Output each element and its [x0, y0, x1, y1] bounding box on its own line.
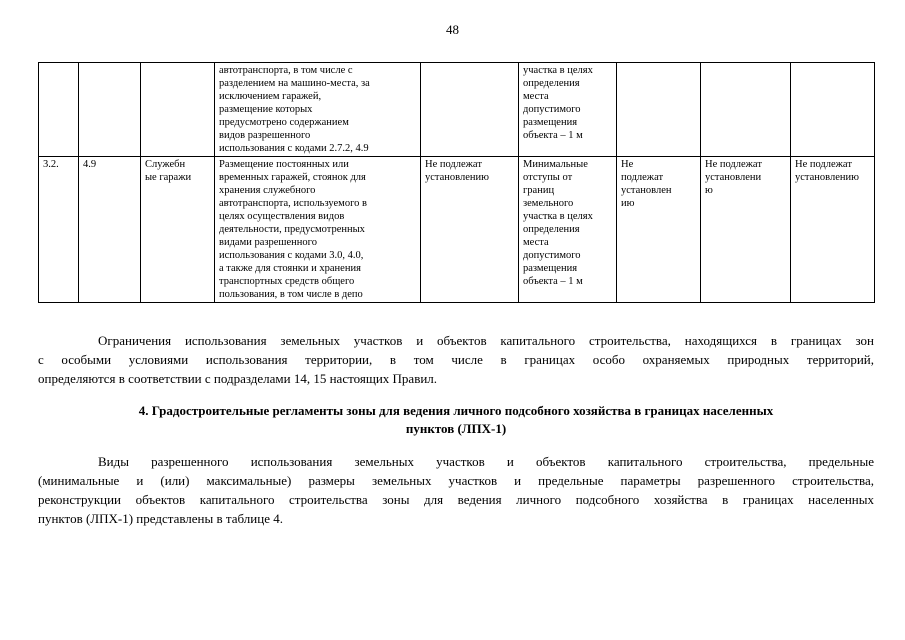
cell-text-line: видами разрешенного	[219, 237, 317, 248]
cell-text-line: Не	[621, 159, 634, 170]
cell-text-line: использования с кодами 3.0, 4.0,	[219, 250, 364, 261]
table-cell	[141, 157, 215, 303]
table-cell	[39, 63, 79, 157]
cell-text-line: Служебн	[145, 159, 186, 170]
cell-text-line: Минимальные	[523, 159, 588, 170]
table-cell	[39, 157, 79, 303]
heading-line-2: пунктов (ЛПХ-1)	[405, 421, 507, 436]
cell-text-line: определения	[523, 224, 580, 235]
cell-text-line: участка в целях	[523, 211, 593, 222]
table-cell	[519, 157, 617, 303]
table-row	[39, 63, 875, 157]
cell-text-line: деятельности, предусмотренных	[219, 224, 365, 235]
cell-text-line: размещение которых	[219, 104, 313, 115]
cell-text-line: целях осуществления видов	[219, 211, 345, 222]
cell-text-line: автотранспорта, используемого в	[219, 198, 367, 209]
cell-text-line: ию	[621, 198, 635, 209]
cell-text-line: размещения	[523, 117, 578, 128]
cell-text-line: установлен	[621, 185, 672, 196]
section-heading	[38, 402, 874, 438]
cell-text-line: использования с кодами 2.7.2, 4.9	[219, 143, 369, 154]
table-cell	[791, 157, 875, 303]
cell-text-line: установлени	[705, 172, 762, 183]
table-body	[39, 63, 875, 303]
table-cell	[791, 63, 875, 157]
paragraph-line: (минимальные и (или) максимальные) размеры земельных участков и предельные параметры разрешенного строительства,	[38, 473, 874, 488]
cell-text-line: подлежат	[621, 172, 664, 183]
cell-text-line: ю	[705, 185, 713, 196]
cell-text-line: допустимого	[523, 250, 581, 261]
cell-text-line: земельного	[523, 198, 574, 209]
table-cell	[215, 63, 421, 157]
cell-text-line: места	[523, 91, 549, 102]
paragraph-line: с особыми условиями использования территории, в том числе в границах особо охраняемых природных территорий,	[38, 352, 874, 367]
cell-text-line: Не подлежат	[425, 159, 482, 170]
table-cell	[701, 157, 791, 303]
cell-text-line: 4.9	[83, 159, 97, 170]
cell-text-line: Размещение постоянных или	[219, 159, 349, 170]
cell-text-line: объекта – 1 м	[523, 276, 583, 287]
cell-text-line: транспортных средств общего	[219, 276, 355, 287]
paragraph-line: определяются в соответствии с подразделами 14, 15 настоящих Правил.	[38, 371, 438, 386]
heading-line-1: 4. Градостроительные регламенты зоны для ведения личного подсобного хозяйства в границах населенных	[138, 403, 774, 418]
cell-text-line	[621, 64, 696, 77]
paragraph-line: пунктов (ЛПХ-1) представлены в таблице 4.	[38, 511, 283, 526]
cell-text-line: автотранспорта, в том числе с	[219, 65, 353, 76]
cell-text-line	[795, 64, 870, 77]
cell-text-line: объекта – 1 м	[523, 130, 583, 141]
page-number: 48	[446, 22, 459, 37]
cell-text-line: а также для стоянки и хранения	[219, 263, 361, 274]
table-cell	[215, 157, 421, 303]
cell-text-line: исключением гаражей,	[219, 91, 322, 102]
paragraph-line: Виды разрешенного использования земельных участков и объектов капитального строительства, предельные	[98, 454, 874, 469]
cell-text-line: границ	[523, 185, 555, 196]
cell-text-line: хранения служебного	[219, 185, 316, 196]
table-cell	[519, 63, 617, 157]
permitted-use-paragraph	[38, 452, 874, 528]
cell-text-line	[425, 64, 514, 77]
cell-text-line: 3.2.	[43, 159, 59, 170]
cell-text-line: временных гаражей, стоянок для	[219, 172, 366, 183]
cell-text-line: Не подлежат	[795, 159, 852, 170]
cell-text-line: Не подлежат	[705, 159, 762, 170]
cell-text-line: установлению	[425, 172, 489, 183]
cell-text-line: предусмотрено содержанием	[219, 117, 349, 128]
cell-text-line: разделением на машино-места, за	[219, 78, 370, 89]
table-row	[39, 157, 875, 303]
cell-text-line	[145, 64, 210, 77]
cell-text-line: видов разрешенного	[219, 130, 311, 141]
table-cell	[701, 63, 791, 157]
paragraph-line: Ограничения использования земельных участков и объектов капитального строительства, находящихся в границах зон	[98, 333, 874, 348]
cell-text-line: места	[523, 237, 549, 248]
cell-text-line: отступы от	[523, 172, 573, 183]
table-cell	[79, 157, 141, 303]
cell-text-line: определения	[523, 78, 580, 89]
paragraph-line: реконструкции объектов капитального строительства зоны для ведения личного подсобного хозяйства в границах населенных	[38, 492, 874, 507]
cell-text-line: пользования, в том числе в депо	[219, 289, 363, 300]
table-cell	[421, 157, 519, 303]
cell-text-line: ые гаражи	[145, 172, 192, 183]
cell-text-line	[43, 64, 74, 77]
cell-text-line: участка в целях	[523, 65, 593, 76]
cell-text-line: установлению	[795, 172, 859, 183]
restrictions-paragraph	[38, 331, 874, 388]
regulations-table	[38, 62, 875, 303]
table-cell	[617, 63, 701, 157]
cell-text-line	[83, 64, 136, 77]
table-cell	[421, 63, 519, 157]
cell-text-line: допустимого	[523, 104, 581, 115]
cell-text-line: размещения	[523, 263, 578, 274]
table-cell	[141, 63, 215, 157]
table-cell	[79, 63, 141, 157]
table-cell	[617, 157, 701, 303]
cell-text-line	[705, 64, 786, 77]
